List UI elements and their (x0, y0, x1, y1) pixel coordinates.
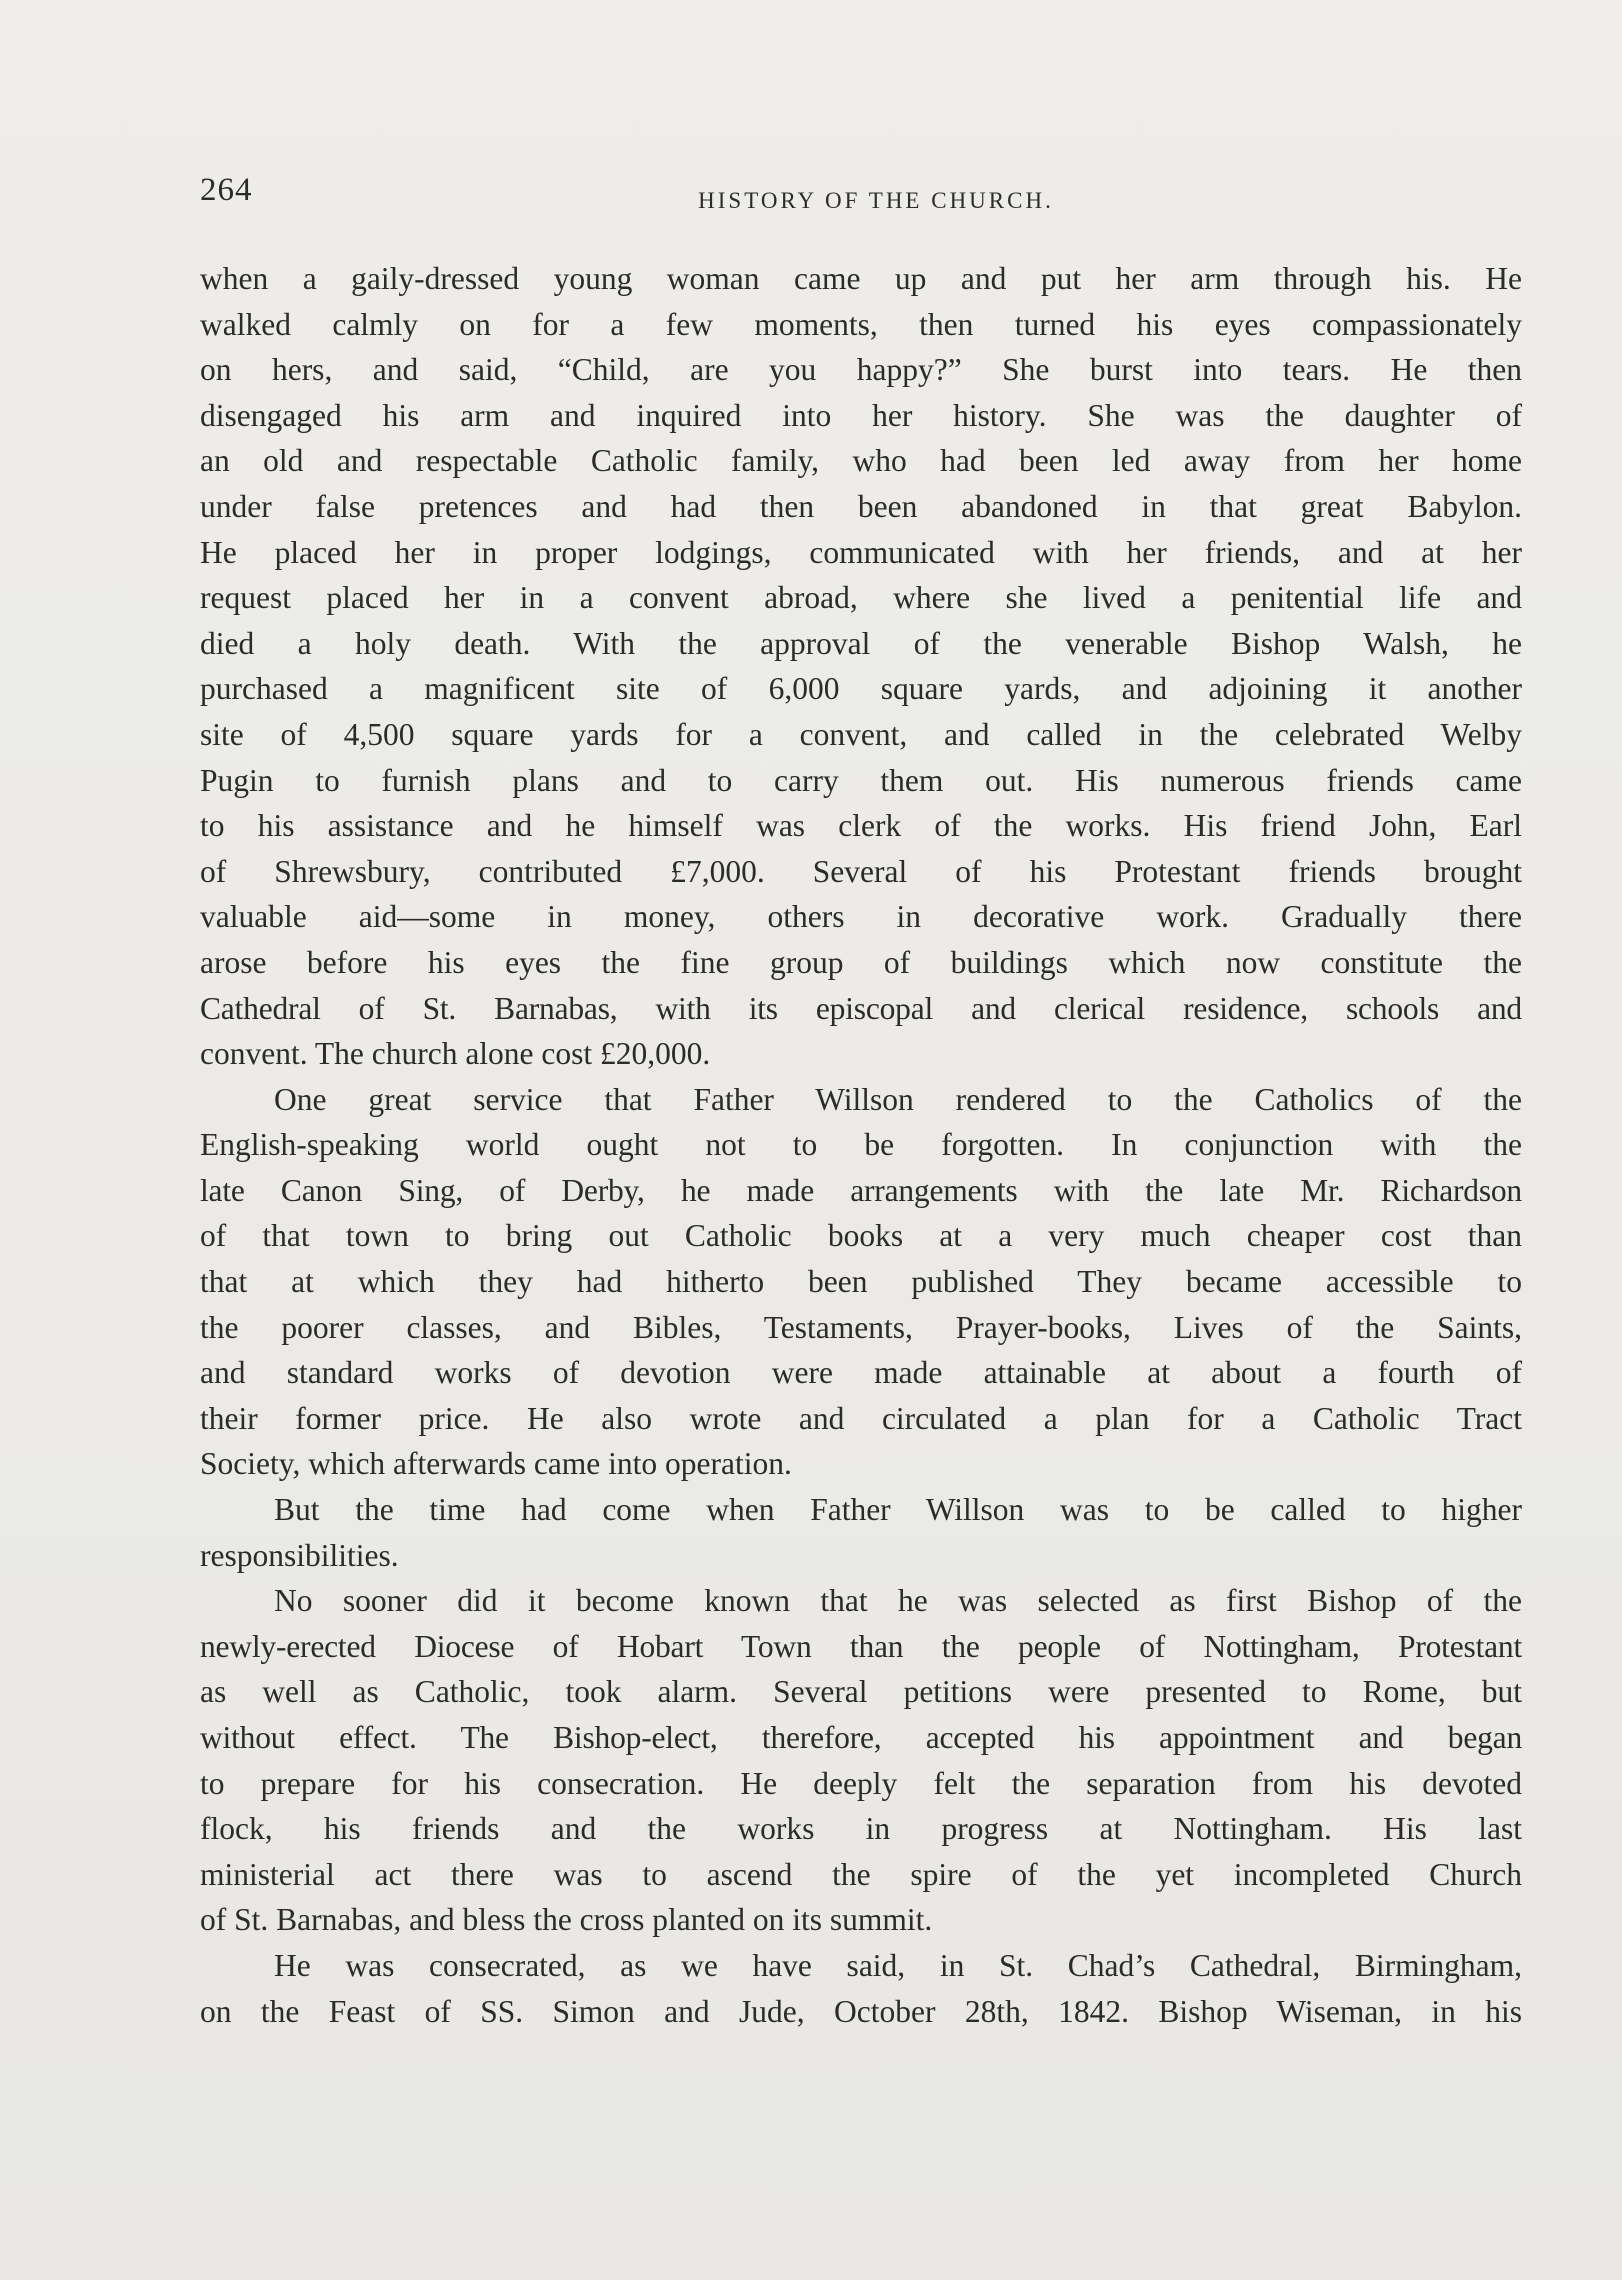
text-line: the poorer classes, and Bibles, Testaments, Prayer-books, Lives of the Saints, (200, 1309, 1522, 1345)
text-line: newly-erected Diocese of Hobart Town than the people of Nottingham, Protestant (200, 1628, 1522, 1664)
text-line: to his assistance and he himself was clerk of the works. His friend John, Earl (200, 808, 1522, 844)
text-line: of St. Barnabas, and bless the cross planted on its summit. (200, 1902, 933, 1938)
text-line: purchased a magnificent site of 6,000 square yards, and adjoining it another (200, 671, 1522, 707)
body-text (200, 256, 1522, 2034)
running-title: HISTORY OF THE CHURCH. (698, 188, 1054, 213)
text-line: of Shrewsbury, contributed £7,000. Several of his Protestant friends brought (200, 853, 1522, 889)
text-line: request placed her in a convent abroad, where she lived a penitential life and (200, 580, 1522, 616)
text-line: Society, which afterwards came into operation. (200, 1446, 792, 1482)
text-line: of that town to bring out Catholic books at a very much cheaper cost than (200, 1218, 1522, 1254)
text-line: One great service that Father Willson rendered to the Catholics of the (274, 1081, 1522, 1117)
text-line: site of 4,500 square yards for a convent, and called in the celebrated Welby (200, 716, 1522, 752)
text-line: their former price. He also wrote and circulated a plan for a Catholic Tract (200, 1400, 1522, 1436)
text-line: flock, his friends and the works in progress at Nottingham. His last (200, 1811, 1522, 1847)
text-line: when a gaily-dressed young woman came up and put her arm through his. He (200, 261, 1522, 296)
text-line: and standard works of devotion were made attainable at about a fourth of (200, 1355, 1522, 1391)
text-line: convent. The church alone cost £20,000. (200, 1036, 711, 1072)
text-line: under false pretences and had then been abandoned in that great Babylon. (200, 488, 1522, 524)
text-line: as well as Catholic, took alarm. Several petitions were presented to Rome, but (200, 1674, 1522, 1710)
text-line: died a holy death. With the approval of the venerable Bishop Walsh, he (200, 625, 1522, 661)
text-line: responsibilities. (200, 1537, 399, 1573)
text-line: He was consecrated, as we have said, in St. Chad’s Cathedral, Birmingham, (274, 1947, 1522, 1983)
page-number: 264 (200, 172, 253, 208)
text-line: without effect. The Bishop-elect, therefore, accepted his appointment and began (200, 1720, 1522, 1755)
text-line: arose before his eyes the fine group of buildings which now constitute the (200, 944, 1522, 980)
text-line: on hers, and said, “Child, are you happy?” She burst into tears. He then (200, 352, 1522, 388)
text-line: on the Feast of SS. Simon and Jude, October 28th, 1842. Bishop Wiseman, in his (200, 1993, 1522, 2029)
text-line: disengaged his arm and inquired into her history. She was the daughter of (200, 397, 1522, 433)
text-line: to prepare for his consecration. He deeply felt the separation from his devoted (200, 1765, 1522, 1801)
text-line: Pugin to furnish plans and to carry them out. His numerous friends came (200, 762, 1522, 798)
text-line: Cathedral of St. Barnabas, with its episcopal and clerical residence, schools and (200, 990, 1522, 1026)
text-line: ministerial act there was to ascend the spire of the yet incompleted Church (200, 1856, 1522, 1892)
text-line: walked calmly on for a few moments, then turned his eyes compassionately (200, 306, 1522, 342)
text-line: He placed her in proper lodgings, communicated with her friends, and at her (200, 534, 1522, 570)
text-line: an old and respectable Catholic family, who had been led away from her home (200, 443, 1522, 479)
text-line: that at which they had hitherto been published They became accessible to (200, 1264, 1522, 1300)
text-line: English-speaking world ought not to be forgotten. In conjunction with the (200, 1127, 1522, 1163)
text-line: No sooner did it become known that he was selected as first Bishop of the (274, 1583, 1522, 1619)
page-header (200, 172, 1522, 222)
text-line: late Canon Sing, of Derby, he made arrangements with the late Mr. Richardson (200, 1172, 1522, 1208)
text-line: But the time had come when Father Willson was to be called to higher (274, 1492, 1522, 1528)
text-line: valuable aid—some in money, others in decorative work. Gradually there (200, 899, 1522, 935)
